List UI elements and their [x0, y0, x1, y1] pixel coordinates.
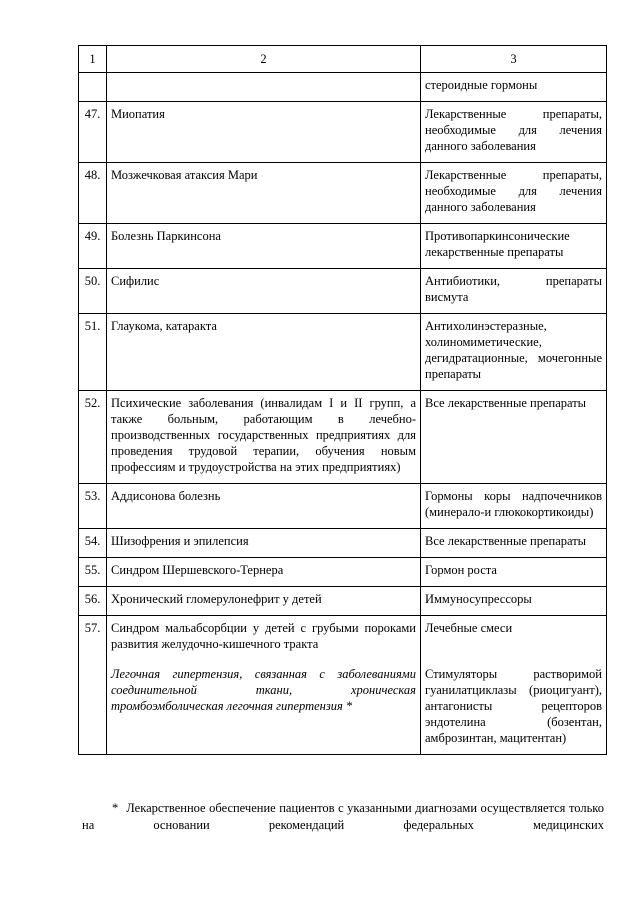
drugs-pulmonary-hypertension: Стимуляторы растворимой гуанилатциклазы (риоцигуант), антагонисты рецепторов эндотелина (бозентан, амброзинтан, мацитентан)	[425, 667, 602, 745]
table-row	[79, 529, 607, 558]
footnote	[82, 800, 604, 834]
drugs-cell: Антибиотики, препараты висмута	[421, 269, 607, 314]
drugs-cell: Гормоны коры надпочечников (минерало-и глюкокортикоиды)	[421, 484, 607, 529]
row-number: 50.	[79, 269, 107, 314]
table-row	[79, 391, 607, 484]
row-number: 54.	[79, 529, 107, 558]
disease-cell: Болезнь Паркинсона	[107, 224, 421, 269]
disease-malabsorption: Синдром мальабсорбции у детей с грубыми пороками развития желудочно-кишечного тракта	[111, 621, 416, 651]
row-number: 57.	[79, 616, 107, 755]
row-number: 53.	[79, 484, 107, 529]
row-number	[79, 73, 107, 102]
spacer	[111, 652, 416, 666]
drugs-cell: стероидные гормоны	[421, 73, 607, 102]
drug-provision-table	[78, 45, 607, 755]
table-row	[79, 558, 607, 587]
drugs-cell: Все лекарственные препараты	[421, 529, 607, 558]
drugs-cell: Противопаркинсонические лекарственные препараты	[421, 224, 607, 269]
disease-cell: Шизофрения и эпилепсия	[107, 529, 421, 558]
table-row	[79, 314, 607, 391]
continuation-row	[79, 73, 607, 102]
drugs-therapeutic-mixtures: Лечебные смеси	[425, 621, 513, 635]
disease-cell: Психические заболевания (инвалидам I и II групп, а также больным, работающим в лечебно-производственных государственных предприятиях для проведения трудовой терапии, обучения новым профессиям и трудоустройства на этих предприятиях)	[107, 391, 421, 484]
disease-cell: Хронический гломерулонефрит у детей	[107, 587, 421, 616]
disease-cell	[107, 616, 421, 755]
footnote-text: Лекарственное обеспечение пациентов с указанными диагнозами осуществляется только на основании рекомендаций федеральных медицинских	[82, 801, 604, 832]
drugs-cell: Все лекарственные препараты	[421, 391, 607, 484]
disease-pulmonary-hypertension: Легочная гипертензия, связанная с заболеваниями соединительной ткани, хроническая тромбоэмболическая легочная гипертензия *	[111, 667, 416, 713]
disease-cell	[107, 73, 421, 102]
disease-cell: Синдром Шершевского-Тернера	[107, 558, 421, 587]
table-header-row	[79, 46, 607, 73]
spacer	[425, 636, 602, 666]
drugs-cell: Гормон роста	[421, 558, 607, 587]
drugs-cell: Лекарственные препараты, необходимые для лечения данного заболевания	[421, 102, 607, 163]
table-row	[79, 587, 607, 616]
row-number: 48.	[79, 163, 107, 224]
table-row	[79, 269, 607, 314]
row-number: 51.	[79, 314, 107, 391]
row-number: 55.	[79, 558, 107, 587]
header-cell-1: 1	[79, 46, 107, 73]
header-cell-2: 2	[107, 46, 421, 73]
row-number: 52.	[79, 391, 107, 484]
table-row	[79, 102, 607, 163]
header-cell-3: 3	[421, 46, 607, 73]
drugs-cell: Антихолинэстеразные, холиномиметические, дегидратационные, мочегонные препараты	[421, 314, 607, 391]
table-row	[79, 484, 607, 529]
disease-cell: Аддисонова болезнь	[107, 484, 421, 529]
table-row-57	[79, 616, 607, 755]
drugs-cell	[421, 616, 607, 755]
drugs-cell: Иммуносупрессоры	[421, 587, 607, 616]
disease-cell: Сифилис	[107, 269, 421, 314]
disease-cell: Глаукома, катаракта	[107, 314, 421, 391]
disease-cell: Мозжечковая атаксия Мари	[107, 163, 421, 224]
row-number: 56.	[79, 587, 107, 616]
disease-cell: Миопатия	[107, 102, 421, 163]
row-number: 47.	[79, 102, 107, 163]
table-row	[79, 224, 607, 269]
table-row	[79, 163, 607, 224]
row-number: 49.	[79, 224, 107, 269]
drugs-cell: Лекарственные препараты, необходимые для лечения данного заболевания	[421, 163, 607, 224]
footnote-mark: *	[112, 801, 119, 815]
